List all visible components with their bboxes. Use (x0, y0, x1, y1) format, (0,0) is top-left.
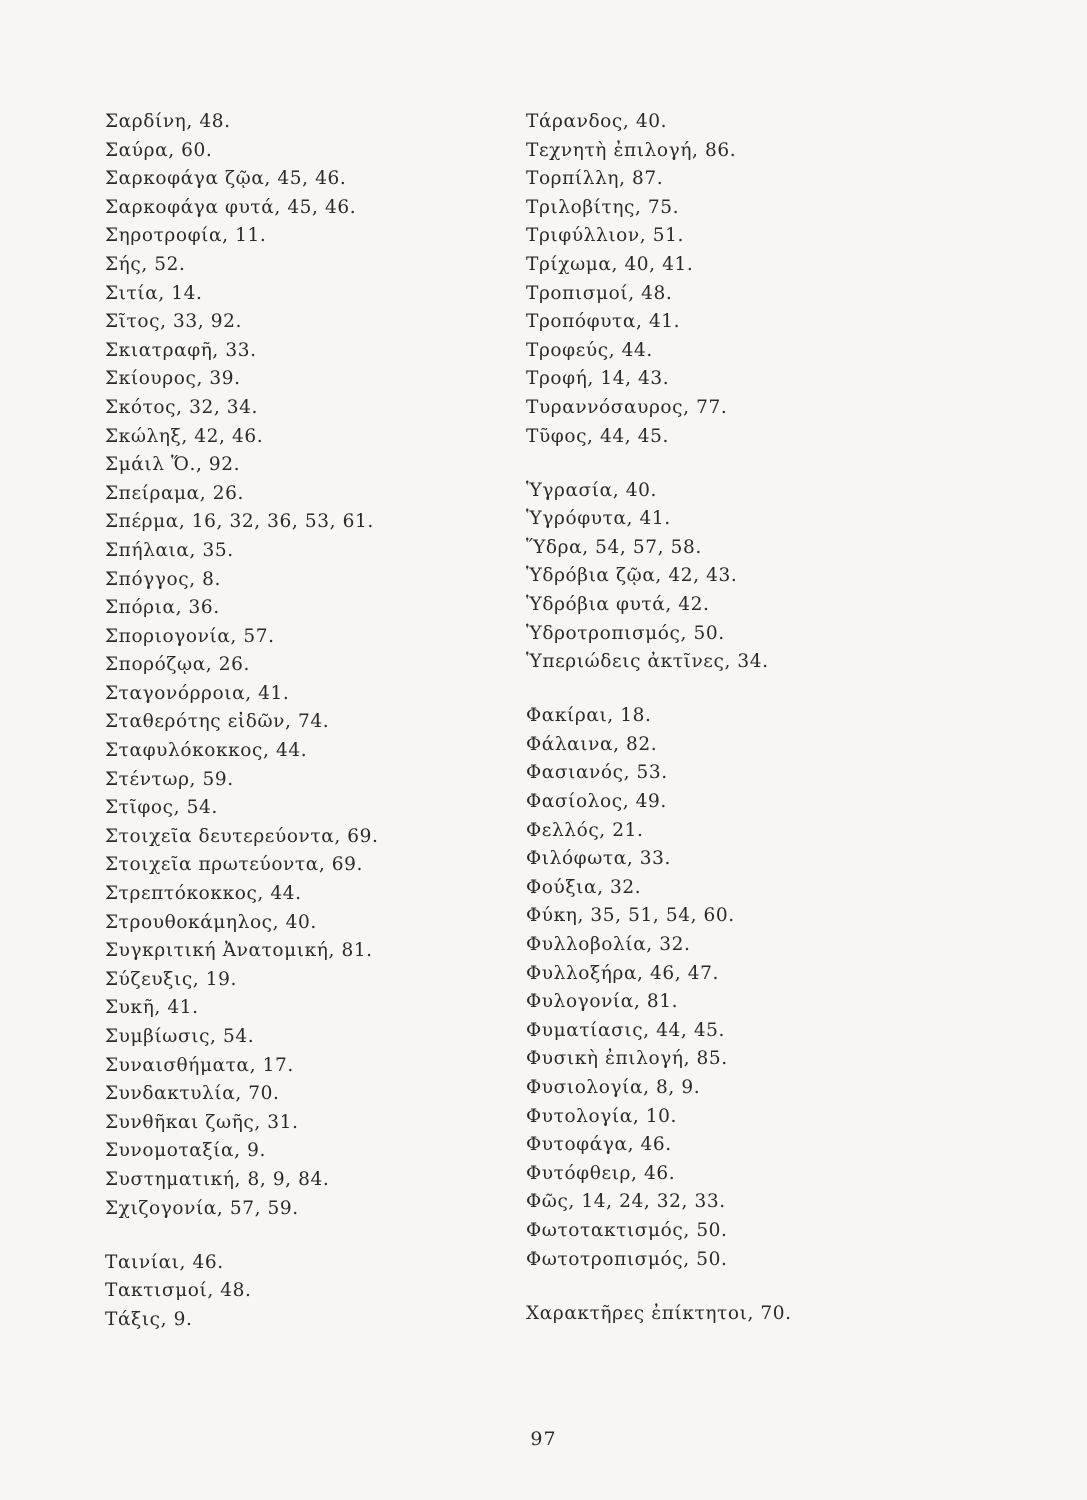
index-entry: Φυτόφθειρ, 46. (526, 1162, 676, 1184)
index-entry: Συστηματική, 8, 9, 84. (105, 1168, 330, 1190)
page-number: 97 (530, 1428, 557, 1450)
index-entry: Φυσιολογία, 8, 9. (526, 1077, 701, 1098)
index-entry: Σταγονόρροια, 41. (105, 682, 290, 704)
index-entry: Τροφή, 14, 43. (526, 368, 670, 390)
index-entry: Φυλλοβολία, 32. (526, 934, 691, 956)
index-entry: Σαρδίνη, 48. (105, 111, 231, 132)
index-entry: Σαρκοφάγα φυτά, 45, 46. (105, 196, 357, 218)
right-letter-group (526, 477, 956, 677)
index-entry: Συνομοταξία, 9. (105, 1140, 266, 1162)
index-entry: Τρίχωμα, 40, 41. (526, 253, 694, 275)
index-entry: Συγκριτική Ἀνατομική, 81. (105, 940, 373, 962)
index-entry: Φιλόφωτα, 33. (526, 848, 672, 870)
index-entry: Φασίολος, 49. (526, 791, 667, 813)
index-entry: Φυσικὴ ἐπιλογή, 85. (526, 1048, 728, 1070)
index-entry: Συνδακτυλία, 70. (105, 1083, 280, 1105)
right-letter-group (526, 108, 956, 451)
index-entry: Σπόρια, 36. (105, 597, 220, 619)
index-entry: Συνθῆκαι ζωῆς, 31. (105, 1111, 299, 1133)
index-entry: Φυτοφάγα, 46. (526, 1134, 672, 1156)
index-entry: Τεχνητὴ ἐπιλογή, 86. (526, 139, 737, 161)
index-entry: Σαρκοφάγα ζῷα, 45, 46. (105, 168, 347, 190)
index-entry: Σπόγγος, 8. (105, 568, 222, 590)
index-entry: Φάλαινα, 82. (526, 733, 658, 755)
index-entry: Τριλοβίτης, 75. (526, 196, 680, 218)
index-entry: Σπήλαια, 35. (105, 539, 234, 561)
index-entry: Σταφυλόκοκκος, 44. (105, 740, 308, 762)
index-entry: Τροπισμοί, 48. (526, 282, 673, 304)
left-letter-group (105, 108, 505, 1223)
index-entry: Τροφεύς, 44. (526, 339, 653, 361)
index-entry: Στοιχεῖα πρωτεύοντα, 69. (105, 854, 364, 876)
index-entry: Συκῆ, 41. (105, 997, 199, 1019)
index-entry: Σιτία, 14. (105, 282, 203, 304)
index-entry: Σποριογονία, 57. (105, 625, 275, 647)
index-entry: Φασιανός, 53. (526, 762, 668, 784)
index-entry: Σηροτροφία, 11. (105, 225, 267, 247)
index-entry: Σταθερότης εἰδῶν, 74. (105, 711, 330, 733)
index-entry: Σκιατραφῆ, 33. (105, 339, 257, 361)
index-entry: Τάξις, 9. (105, 1308, 193, 1330)
index-entry: Σύζευξις, 19. (105, 968, 237, 990)
index-entry: Ὕδρα, 54, 57, 58. (526, 536, 702, 558)
left-index-column (105, 108, 505, 1360)
index-entry: Χαρακτῆρες ἐπίκτητοι, 70. (526, 1302, 792, 1324)
right-index-column (526, 108, 956, 1354)
index-entry: Σκότος, 32, 34. (105, 396, 258, 418)
index-entry: Σαύρα, 60. (105, 139, 213, 161)
index-entry: Συμβίωσις, 54. (105, 1026, 255, 1047)
left-letter-group (105, 1249, 505, 1335)
index-entry: Σπέρμα, 16, 32, 36, 53, 61. (105, 511, 374, 533)
index-entry: Ὑδρόβια φυτά, 42. (526, 594, 710, 615)
index-entry: Σῖτος, 33, 92. (105, 311, 242, 333)
index-entry: Φύκη, 35, 51, 54, 60. (526, 905, 735, 927)
right-letter-group (526, 702, 956, 1274)
index-entry: Τροπόφυτα, 41. (526, 311, 681, 333)
index-entry: Σκώληξ, 42, 46. (105, 425, 264, 447)
index-entry: Συναισθήματα, 17. (105, 1054, 294, 1076)
index-entry: Σής, 52. (105, 253, 186, 275)
index-entry: Σπείραμα, 26. (105, 482, 244, 504)
index-entry: Στρεπτόκοκκος, 44. (105, 883, 302, 905)
right-letter-group (526, 1300, 956, 1329)
index-entry: Τῦφος, 44, 45. (526, 425, 669, 447)
index-entry: Σκίουρος, 39. (105, 368, 241, 390)
index-entry: Φυτολογία, 10. (526, 1105, 678, 1127)
index-entry: Φυλλοξήρα, 46, 47. (526, 962, 719, 984)
index-entry: Στέντωρ, 59. (105, 768, 234, 790)
index-entry: Φυλογονία, 81. (526, 991, 679, 1013)
index-entry: Σπορόζῳα, 26. (105, 654, 250, 676)
index-entry: Τακτισμοί, 48. (105, 1280, 252, 1302)
index-entry: Φακίραι, 18. (526, 705, 652, 727)
index-entry: Ὑπεριώδεις ἀκτῖνες, 34. (526, 651, 769, 673)
index-entry: Φωτοτακτισμός, 50. (526, 1219, 728, 1241)
index-entry: Σχιζογονία, 57, 59. (105, 1197, 299, 1219)
index-entry: Τριφύλλιον, 51. (526, 225, 684, 247)
index-entry: Στῖφος, 54. (105, 797, 218, 819)
index-entry: Ταινίαι, 46. (105, 1251, 224, 1273)
index-entry: Ὑγρόφυτα, 41. (526, 508, 671, 530)
index-entry: Τυραννόσαυρος, 77. (526, 396, 728, 418)
index-entry: Σμάιλ Ὅ., 92. (105, 454, 241, 476)
index-entry: Φελλός, 21. (526, 819, 644, 841)
index-entry: Στοιχεῖα δευτερεύοντα, 69. (105, 825, 379, 847)
index-entry: Στρουθοκάμηλος, 40. (105, 911, 317, 933)
index-entry: Τάρανδος, 40. (526, 111, 668, 132)
index-entry: Ὑδροτροπισμός, 50. (526, 622, 725, 644)
index-entry: Τορπίλλη, 87. (526, 168, 664, 190)
index-entry: Ὑγρασία, 40. (526, 479, 657, 501)
index-entry: Ὑδρόβια ζῷα, 42, 43. (526, 565, 738, 587)
index-entry: Φυματίασις, 44, 45. (526, 1019, 726, 1041)
index-entry: Φῶς, 14, 24, 32, 33. (526, 1191, 726, 1213)
index-entry: Φούξια, 32. (526, 876, 642, 898)
index-entry: Φωτοτροπισμός, 50. (526, 1248, 728, 1270)
